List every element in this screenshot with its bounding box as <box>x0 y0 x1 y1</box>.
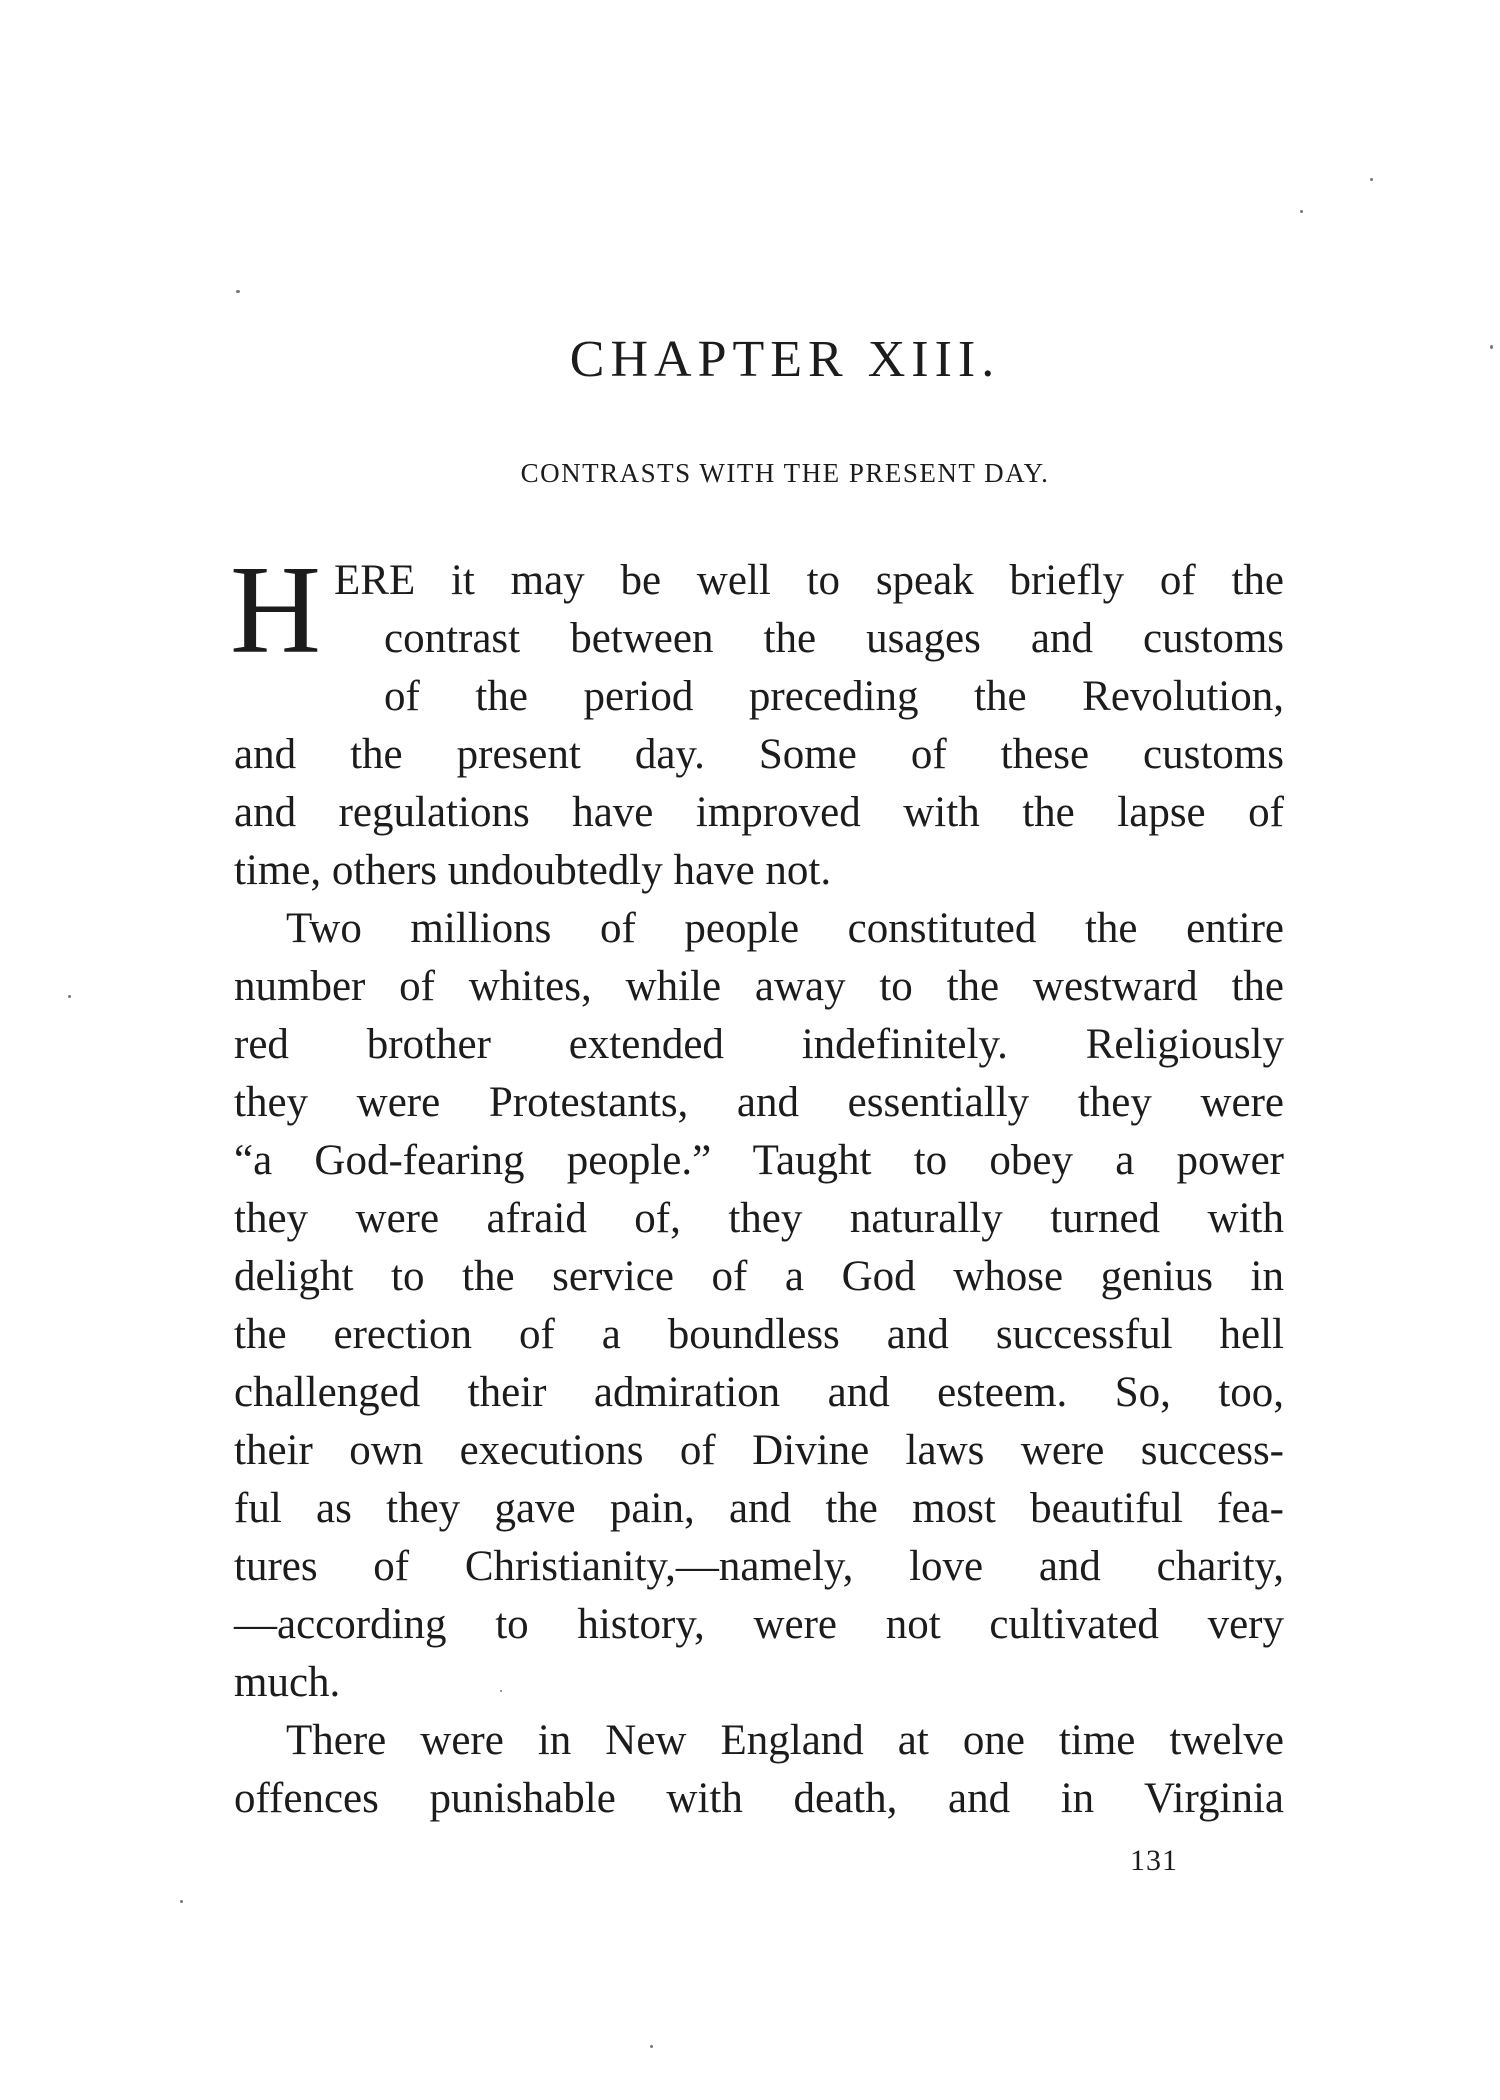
scan-speck <box>236 290 240 293</box>
text-line: red brother extended indefinitely. Religiously <box>234 1021 1284 1068</box>
scan-speck <box>1300 210 1303 213</box>
text-line: their own executions of Divine laws were success- <box>234 1427 1284 1474</box>
text-line: they were Protestants, and essentially they were <box>234 1079 1284 1126</box>
chapter-heading: CHAPTER XIII. <box>569 331 1001 388</box>
text-line: time, others undoubtedly have not. <box>234 847 832 894</box>
chapter-subtitle: CONTRASTS WITH THE PRESENT DAY. <box>520 458 1050 488</box>
text-line: challenged their admiration and esteem. So, too, <box>234 1369 1284 1416</box>
paragraph-1 <box>230 541 1284 900</box>
scan-speck <box>650 2045 653 2048</box>
drop-cap: H <box>230 541 321 680</box>
text-line: ful as they gave pain, and the most beautiful fea- <box>234 1485 1284 1532</box>
scan-speck <box>1370 178 1373 181</box>
text-line: much. <box>234 1659 341 1706</box>
text-line: and regulations have improved with the lapse of <box>234 789 1284 836</box>
text-line: ERE it may be well to speak briefly of the <box>334 557 1284 604</box>
text-line: offences punishable with death, and in Virginia <box>234 1775 1284 1822</box>
text-line: “a God-fearing people.” Taught to obey a power <box>234 1137 1284 1184</box>
scan-speck <box>180 1900 183 1903</box>
paragraph-2 <box>234 900 1284 1712</box>
text-line: tures of Christianity,—namely, love and charity, <box>234 1543 1284 1590</box>
text-line: —according to history, were not cultivated very <box>234 1601 1284 1648</box>
page-number: 131 <box>1130 1844 1178 1877</box>
scan-speck <box>500 1690 502 1692</box>
text-line: contrast between the usages and customs <box>384 615 1284 662</box>
text-line: Two millions of people constituted the entire <box>286 905 1284 952</box>
text-line: they were afraid of, they naturally turned with <box>234 1195 1284 1242</box>
text-line: number of whites, while away to the westward the <box>234 963 1284 1010</box>
paragraph-3 <box>234 1712 1284 1828</box>
text-line: delight to the service of a God whose genius in <box>234 1253 1284 1300</box>
text-line: the erection of a boundless and successful hell <box>234 1311 1284 1358</box>
scan-speck <box>1490 345 1493 349</box>
text-line: of the period preceding the Revolution, <box>384 673 1284 720</box>
text-line: There were in New England at one time twelve <box>286 1717 1284 1764</box>
text-line: and the present day. Some of these customs <box>234 731 1284 778</box>
body-text <box>230 541 1284 1828</box>
scan-speck <box>68 995 71 998</box>
